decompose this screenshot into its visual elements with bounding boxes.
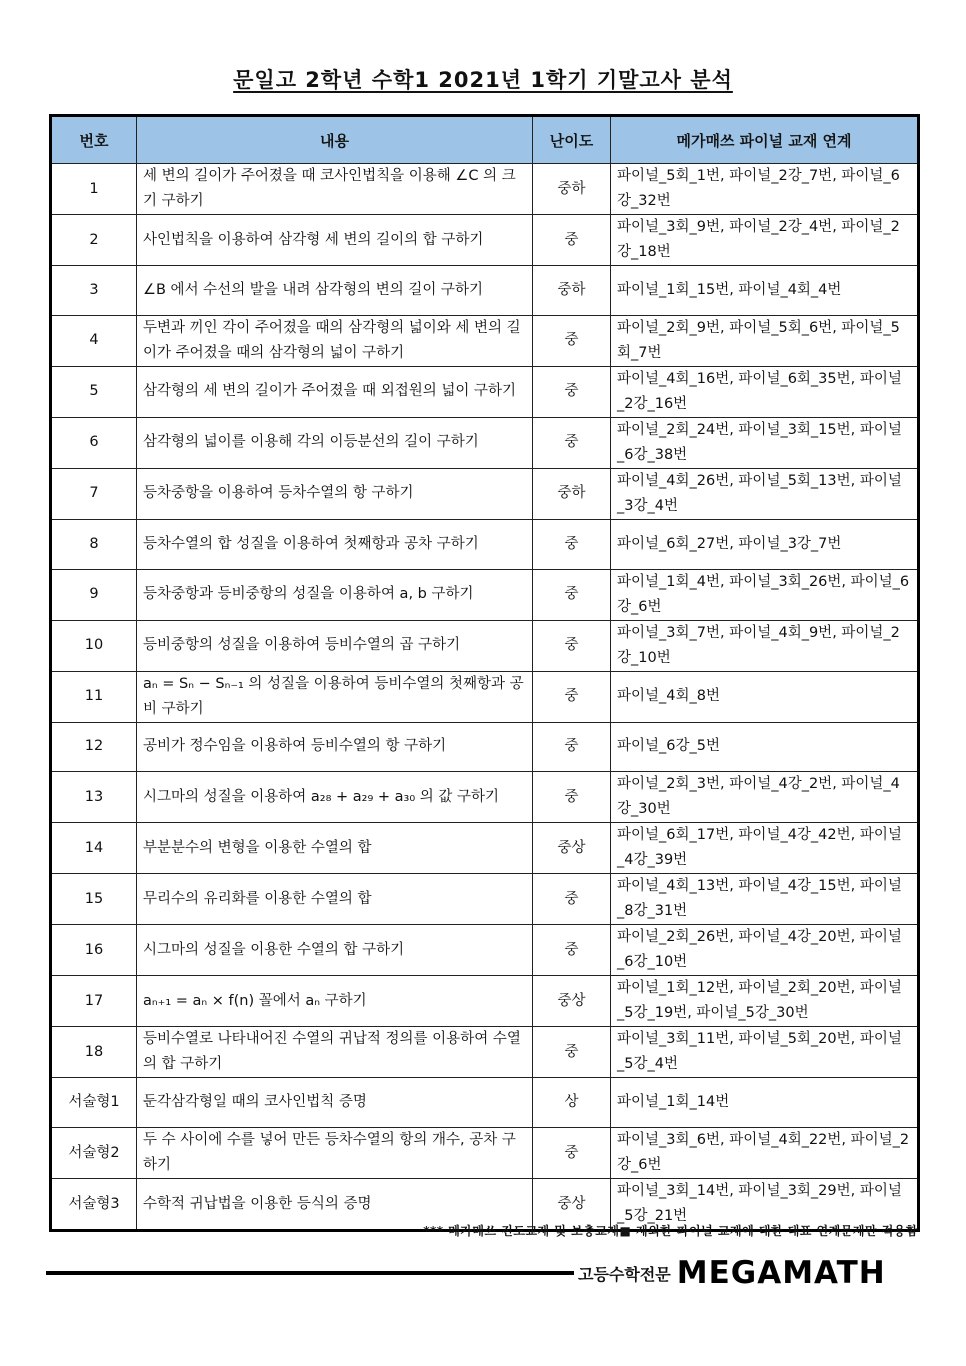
row-content: aₙ₊₁ = aₙ × f(n) 꼴에서 aₙ 구하기 [137, 976, 533, 1027]
table-row [51, 164, 919, 215]
row-level: 중하 [533, 266, 611, 316]
table-row [51, 569, 919, 620]
row-content: 등비중항의 성질을 이용하여 등비수열의 곱 구하기 [137, 620, 533, 671]
row-content: 공비가 정수임을 이용하여 등비수열의 항 구하기 [137, 722, 533, 772]
row-level: 중 [533, 215, 611, 266]
row-content: 등차수열의 합 성질을 이용하여 첫째항과 공차 구하기 [137, 519, 533, 569]
table-row [51, 874, 919, 925]
row-number: 6 [51, 417, 137, 468]
row-number: 서술형3 [51, 1179, 137, 1231]
row-number: 11 [51, 671, 137, 722]
row-number: 16 [51, 925, 137, 976]
table-row [51, 215, 919, 266]
header-num: 번호 [51, 116, 137, 164]
row-number: 2 [51, 215, 137, 266]
row-content: 두 수 사이에 수를 넣어 만든 등차수열의 항의 개수, 공차 구하기 [137, 1128, 533, 1179]
footer-rule [46, 1271, 574, 1275]
row-link: 파이널_1회_14번 [611, 1078, 919, 1128]
row-content: 시그마의 성질을 이용하여 a₂₈ + a₂₉ + a₃₀ 의 값 구하기 [137, 772, 533, 823]
row-content: ∠B 에서 수선의 발을 내려 삼각형의 변의 길이 구하기 [137, 266, 533, 316]
row-number: 4 [51, 315, 137, 366]
row-level: 중 [533, 519, 611, 569]
row-content: 사인법칙을 이용하여 삼각형 세 변의 길이의 합 구하기 [137, 215, 533, 266]
row-link: 파이널_4회_16번, 파이널_6회_35번, 파이널_2강_16번 [611, 366, 919, 417]
table-row [51, 722, 919, 772]
row-level: 중 [533, 1027, 611, 1078]
row-link: 파이널_2회_9번, 파이널_5회_6번, 파이널_5회_7번 [611, 315, 919, 366]
table-row [51, 620, 919, 671]
row-content: 등차중항을 이용하여 등차수열의 항 구하기 [137, 468, 533, 519]
row-number: 5 [51, 366, 137, 417]
row-number: 8 [51, 519, 137, 569]
row-level: 중 [533, 874, 611, 925]
row-link: 파이널_6회_27번, 파이널_3강_7번 [611, 519, 919, 569]
row-link: 파이널_3회_14번, 파이널_3회_29번, 파이널_5강_21번 [611, 1179, 919, 1231]
row-content: 두변과 끼인 각이 주어졌을 때의 삼각형의 넓이와 세 변의 길이가 주어졌을 때의 삼각형의 넓이 구하기 [137, 315, 533, 366]
row-level: 중상 [533, 823, 611, 874]
table-row [51, 315, 919, 366]
row-level: 중상 [533, 1179, 611, 1231]
row-level: 중하 [533, 164, 611, 215]
table-row [51, 468, 919, 519]
table-row [51, 772, 919, 823]
row-level: 중 [533, 772, 611, 823]
row-link: 파이널_6강_5번 [611, 722, 919, 772]
table-row [51, 366, 919, 417]
row-link: 파이널_1회_12번, 파이널_2회_20번, 파이널_5강_19번, 파이널_5강_30번 [611, 976, 919, 1027]
table-row [51, 823, 919, 874]
table-row [51, 266, 919, 316]
row-link: 파이널_5회_1번, 파이널_2강_7번, 파이널_6강_32번 [611, 164, 919, 215]
row-level: 중 [533, 366, 611, 417]
row-level: 중 [533, 671, 611, 722]
row-number: 10 [51, 620, 137, 671]
row-level: 상 [533, 1078, 611, 1128]
row-level: 중 [533, 315, 611, 366]
row-link: 파이널_4회_26번, 파이널_5회_13번, 파이널_3강_4번 [611, 468, 919, 519]
megamath-logo: MEGAMATH [676, 1255, 886, 1291]
table-row [51, 519, 919, 569]
row-content: 시그마의 성질을 이용한 수열의 합 구하기 [137, 925, 533, 976]
page-title: 문일고 2학년 수학1 2021년 1학기 기말고사 분석 [233, 68, 733, 92]
table-header-row [51, 116, 919, 164]
row-content: 삼각형의 세 변의 길이가 주어졌을 때 외접원의 넓이 구하기 [137, 366, 533, 417]
footnote: *** 메가매쓰 진도교재 및 보충교재■ 제외한 파이널 교재에 대한 대표 연계문제만 적용함 [423, 1224, 918, 1238]
header-level: 난이도 [533, 116, 611, 164]
row-number: 18 [51, 1027, 137, 1078]
footer-subtitle: 고등수학전문 [578, 1264, 671, 1284]
row-link: 파이널_3회_6번, 파이널_4회_22번, 파이널_2강_6번 [611, 1128, 919, 1179]
row-link: 파이널_1회_4번, 파이널_3회_26번, 파이널_6강_6번 [611, 569, 919, 620]
row-link: 파이널_3회_11번, 파이널_5회_20번, 파이널_5강_4번 [611, 1027, 919, 1078]
row-content: 둔각삼각형일 때의 코사인법칙 증명 [137, 1078, 533, 1128]
row-level: 중 [533, 1128, 611, 1179]
row-link: 파이널_2회_3번, 파이널_4강_2번, 파이널_4강_30번 [611, 772, 919, 823]
row-level: 중상 [533, 976, 611, 1027]
row-number: 1 [51, 164, 137, 215]
row-content: 무리수의 유리화를 이용한 수열의 합 [137, 874, 533, 925]
row-link: 파이널_3회_7번, 파이널_4회_9번, 파이널_2강_10번 [611, 620, 919, 671]
row-number: 17 [51, 976, 137, 1027]
row-level: 중 [533, 569, 611, 620]
row-level: 중 [533, 722, 611, 772]
row-link: 파이널_6회_17번, 파이널_4강_42번, 파이널_4강_39번 [611, 823, 919, 874]
analysis-table [49, 114, 920, 1232]
row-link: 파이널_2회_24번, 파이널_3회_15번, 파이널_6강_38번 [611, 417, 919, 468]
footer-brand [578, 1255, 886, 1291]
row-number: 13 [51, 772, 137, 823]
row-number: 9 [51, 569, 137, 620]
row-link: 파이널_1회_15번, 파이널_4회_4번 [611, 266, 919, 316]
table-row [51, 1027, 919, 1078]
row-number: 3 [51, 266, 137, 316]
row-level: 중 [533, 620, 611, 671]
row-level: 중 [533, 417, 611, 468]
table-row [51, 1078, 919, 1128]
row-number: 15 [51, 874, 137, 925]
row-number: 서술형2 [51, 1128, 137, 1179]
row-content: 부분분수의 변형을 이용한 수열의 합 [137, 823, 533, 874]
row-number: 12 [51, 722, 137, 772]
row-link: 파이널_4회_8번 [611, 671, 919, 722]
table-row [51, 976, 919, 1027]
row-level: 중 [533, 925, 611, 976]
table-row [51, 417, 919, 468]
row-link: 파이널_3회_9번, 파이널_2강_4번, 파이널_2강_18번 [611, 215, 919, 266]
row-content: 세 변의 길이가 주어졌을 때 코사인법칙을 이용해 ∠C 의 크기 구하기 [137, 164, 533, 215]
row-link: 파이널_2회_26번, 파이널_4강_20번, 파이널_6강_10번 [611, 925, 919, 976]
row-content: 등차중항과 등비중항의 성질을 이용하여 a, b 구하기 [137, 569, 533, 620]
row-number: 7 [51, 468, 137, 519]
row-content: aₙ = Sₙ − Sₙ₋₁ 의 성질을 이용하여 등비수열의 첫째항과 공비 구하기 [137, 671, 533, 722]
header-link: 메가매쓰 파이널 교재 연계 [611, 116, 919, 164]
table-row [51, 1128, 919, 1179]
row-number: 14 [51, 823, 137, 874]
row-content: 등비수열로 나타내어진 수열의 귀납적 정의를 이용하여 수열의 합 구하기 [137, 1027, 533, 1078]
row-content: 수학적 귀납법을 이용한 등식의 증명 [137, 1179, 533, 1231]
row-link: 파이널_4회_13번, 파이널_4강_15번, 파이널_8강_31번 [611, 874, 919, 925]
row-level: 중하 [533, 468, 611, 519]
header-content: 내용 [137, 116, 533, 164]
table-row [51, 925, 919, 976]
row-content: 삼각형의 넓이를 이용해 각의 이등분선의 길이 구하기 [137, 417, 533, 468]
row-number: 서술형1 [51, 1078, 137, 1128]
table-row [51, 671, 919, 722]
